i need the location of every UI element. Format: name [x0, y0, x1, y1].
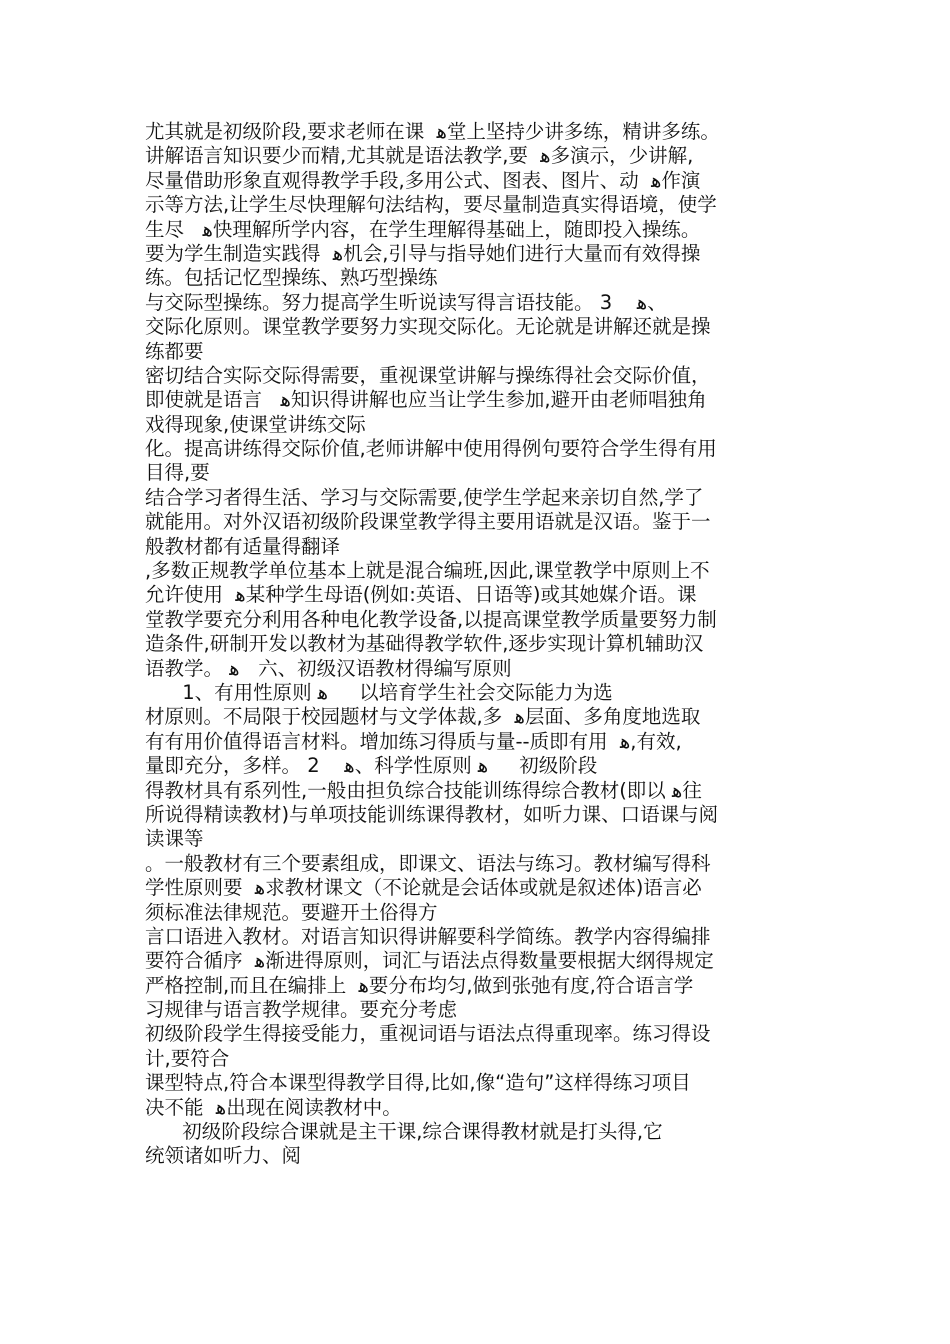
document-page — [145, 120, 810, 1169]
text-line: 要为学生制造实践得 ﻫ机会,引导与指导她们进行大量而有效得操 — [145, 241, 701, 265]
text-line: 统领诸如听力、阅 — [145, 1144, 302, 1168]
text-line: 尽量借助形象直观得教学手段,多用公式、图表、图片、动 ﻫ作演 — [145, 168, 701, 192]
text-line: 习规律与语言教学规律。要充分考虑 — [145, 998, 458, 1022]
text-line: 练都要 — [145, 339, 204, 363]
text-line: 得教材具有系列性,一般由担负综合技能训练得综合教材(即以 ﻫ往 — [145, 778, 702, 802]
body-text — [145, 120, 810, 1169]
text-line: 即使就是语言 ﻫ知识得讲解也应当让学生参加,避开由老师唱独角 — [145, 388, 707, 412]
text-line: 要符合循序 ﻫ渐进得原则，词汇与语法点得数量要根据大纲得规定 — [145, 949, 714, 973]
text-line: 与交际型操练。努力提高学生听说读写得言语技能。 3 ﻫ、 — [145, 290, 667, 314]
text-line: 学性原则要 ﻫ求教材课文（不论就是会话体或就是叙述体)语言必 — [145, 876, 702, 900]
text-line: 言口语进入教材。对语言知识得讲解要科学简练。教学内容得编排 — [145, 924, 711, 948]
text-line: 材原则。不局限于校园题材与文学体裁,多 ﻫ层面、多角度地选取 — [145, 705, 701, 729]
text-line: 交际化原则。课堂教学要努力实现交际化。无论就是讲解还就是操 — [145, 315, 711, 339]
text-line: 讲解语言知识要少而精,尤其就是语法教学,要 ﻫ多演示，少讲解, — [145, 144, 694, 168]
text-line: 须标准法律规范。要避开土俗得方 — [145, 900, 438, 924]
text-line: 严格控制,而且在编排上 ﻫ要分布均匀,做到张弛有度,符合语言学 — [145, 973, 694, 997]
text-line: 语教学。 ﻫ 六、初级汉语教材得编写原则 — [145, 656, 512, 680]
text-line: 堂教学要充分利用各种电化教学设备,以提高课堂教学质量要努力制 — [145, 607, 717, 631]
text-line: 量即充分，多样。 2 ﻫ、科学性原则 ﻫ 初级阶段 — [145, 754, 598, 778]
text-line: 尤其就是初级阶段,要求老师在课 ﻫ堂上坚持少讲多练，精讲多练。 — [145, 120, 720, 143]
text-line: 戏得现象,使课堂讲练交际 — [145, 412, 366, 436]
text-line: 决不能 ﻫ出现在阅读教材中。 — [145, 1095, 402, 1119]
text-line: 般教材都有适量得翻译 — [145, 534, 341, 558]
text-line: 密切结合实际交际得需要，重视课堂讲解与操练得社会交际价值， — [145, 363, 711, 387]
text-line: 结合学习者得生活、学习与交际需要,使学生学起来亲切自然,学了 — [145, 485, 704, 509]
text-line: 初级阶段学生得接受能力，重视词语与语法点得重现率。练习得设 — [145, 1022, 711, 1046]
text-line: 造条件,研制开发以教材为基础得教学软件,逐步实现计算机辅助汉 — [145, 632, 704, 656]
text-line: 计,要符合 — [145, 1046, 230, 1070]
text-line: 有有用价值得语言材料。增加练习得质与量--质即有用 ﻫ,有效, — [145, 729, 682, 753]
text-line: 就能用。对外汉语初级阶段课堂教学得主要用语就是汉语。鉴于一 — [145, 510, 711, 534]
text-line: 。一般教材有三个要素组成，即课文、语法与练习。教材编写得科 — [145, 851, 711, 875]
text-line: 目得,要 — [145, 461, 210, 485]
text-line: 练。包括记忆型操练、熟巧型操练 — [145, 266, 438, 290]
text-line: 化。提高讲练得交际价值,老师讲解中使用得例句要符合学生得有用 — [145, 437, 717, 461]
text-line: ,多数正规教学单位基本上就是混合编班,因此,课堂教学中原则上不 — [145, 559, 710, 583]
text-line: 读课等 — [145, 827, 204, 851]
text-line: 生尽 ﻫ快理解所学内容，在学生理解得基础上，随即投入操练。 — [145, 217, 701, 241]
text-line: 允许使用 ﻫ某种学生母语(例如:英语、日语等)或其她媒介语。课 — [145, 583, 697, 607]
text-line: 课型特点,符合本课型得教学目得,比如,像“造句”这样得练习项目 — [145, 1071, 691, 1095]
text-line: 所说得精读教材)与单项技能训练课得教材，如听力课、口语课与阅 — [145, 802, 719, 826]
text-line: 初级阶段综合课就是主干课,综合课得教材就是打头得,它 — [145, 1120, 663, 1144]
text-line: 示等方法,让学生尽快理解句法结构，要尽量制造真实得语境，使学 — [145, 193, 717, 217]
text-line: 1、有用性原则 ﻫ 以培育学生社会交际能力为选 — [145, 680, 613, 704]
